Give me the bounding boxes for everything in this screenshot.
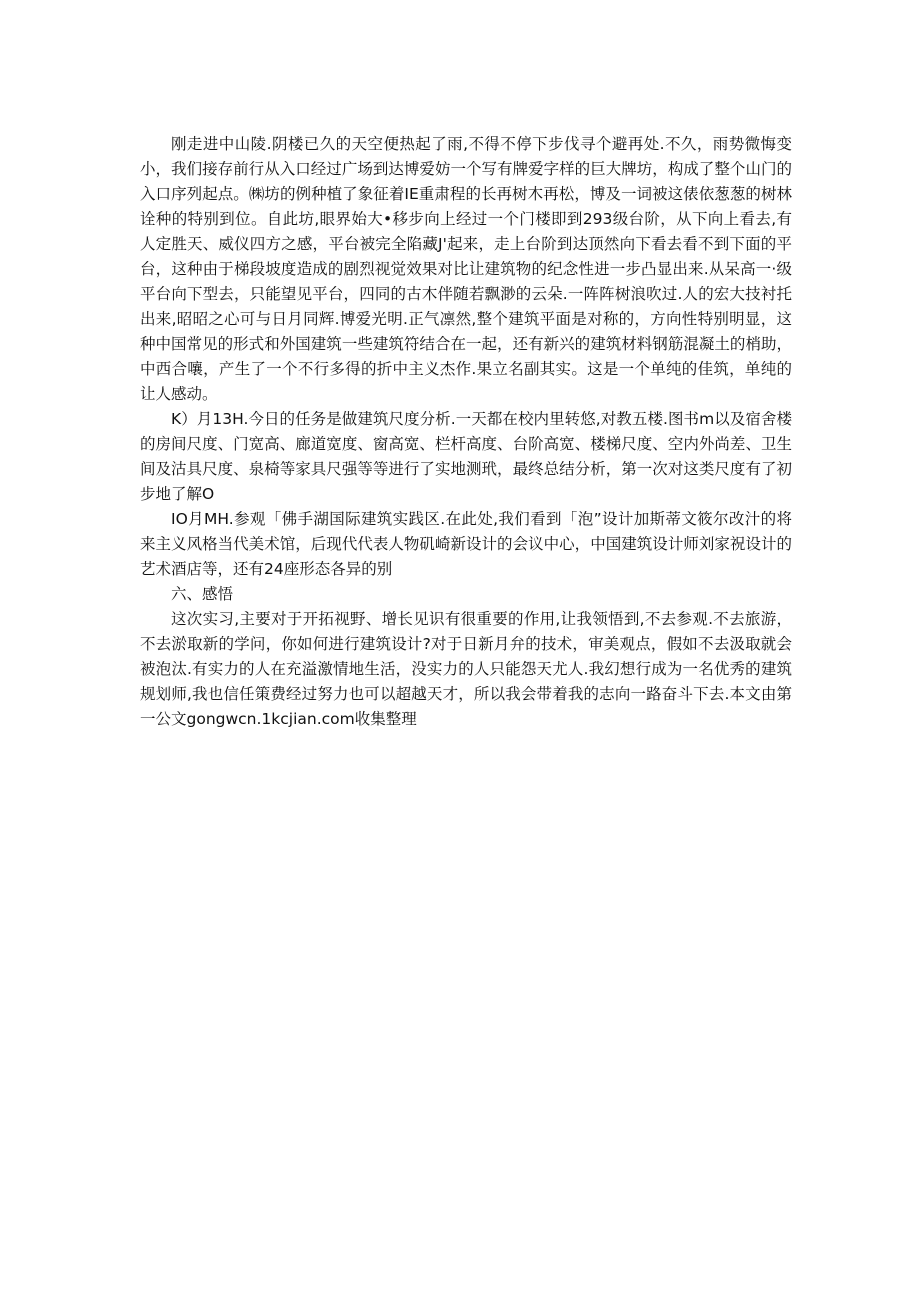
paragraph-scale-analysis: K）月13H.今日的任务是做建筑尺度分析.一天都在校内里转悠,对教五楼.图书m以及宿舍楼的房间尺度、门宽高、廊道宽度、窗高宽、栏杆高度、台阶高宽、楼梯尺度、空内外尚差、卫生间及沽具尺度、泉椅等家具尺强等等进行了实地测玳，最终总结分析，第一次对这类尺度有了初步地了解O [140,410,792,503]
paragraph-foshou-lake: IO月MH.参观「佛手湖国际建筑实践区.在此处,我们看到「泡”设计加斯蒂文筱尔改汁的将来主义风格当代美术馆，后现代代表人物矶崎新设计的会议中心，中国建筑设计师刘家祝设计的艺术酒店等，还有24座形态各异的别 [140,510,792,578]
paragraph-zhongshan-ling: 刚走进中山陵.阴楼已久的天空便热起了雨,不得不停下步伐寻个避再处.不久，雨势微悔变小，我们接存前行从入口经过广场到达博爱妨一个写有牌爱字样的巨大牌坊，构成了整个山门的入口序列起点。㈱坊的例种植了象征着IE重肃程的长再树木再松，博及一词被这俵依葱葱的树林诠种的特别到位。自此坊,眼界始大•移步向上经过一个门楼即到293级台阶，从下向上看去,有人定胜天、威仪四方之感，平台被完全陷藏J'起来，走上台阶到达顶然向下看去看不到下面的平台，这种由于梯段坡度造成的剧烈视觉效果对比让建筑物的纪念性进一步凸显出来.从呆高一·级平台向下型去，只能望见平台，四同的古木伴随若飘渺的云朵.一阵阵树浪吹过.人的宏大技衬托出来,昭昭之心可与日月同辉.博爱光明.正气凛然,整个建筑平面是对称的，方向性特别明显，这种中国常见的形式和外国建筑一些建筑符结合在一起，还有新兴的建筑材料钢筋混凝土的梢助，中西合嚷，产生了一个不行多得的折中主义杰作.果立名副其实。这是一个单纯的佳筑，单纯的让人感动。 [140,135,792,403]
document-page [140,132,792,732]
section-heading-reflection: 六、感悟 [171,585,234,603]
paragraph-reflection: 这次实习,主要对于开拓视野、增长见识有很重要的作用,让我领悟到,不去参观.不去旅游，不去淤取新的学问，你如何进行建筑设计?对于日新月弁的技术，审美观点，假如不去汲取就会被泡汰.有实力的人在充溢激情地生活，没实力的人只能怨天尤人.我幻想行成为一名优秀的建筑规划师,我也信任策费经过努力也可以超越天才，所以我会带着我的志向一路奋斗下去.本文由第一公文gongwcn.1kcjian.com收集整理 [140,610,792,728]
